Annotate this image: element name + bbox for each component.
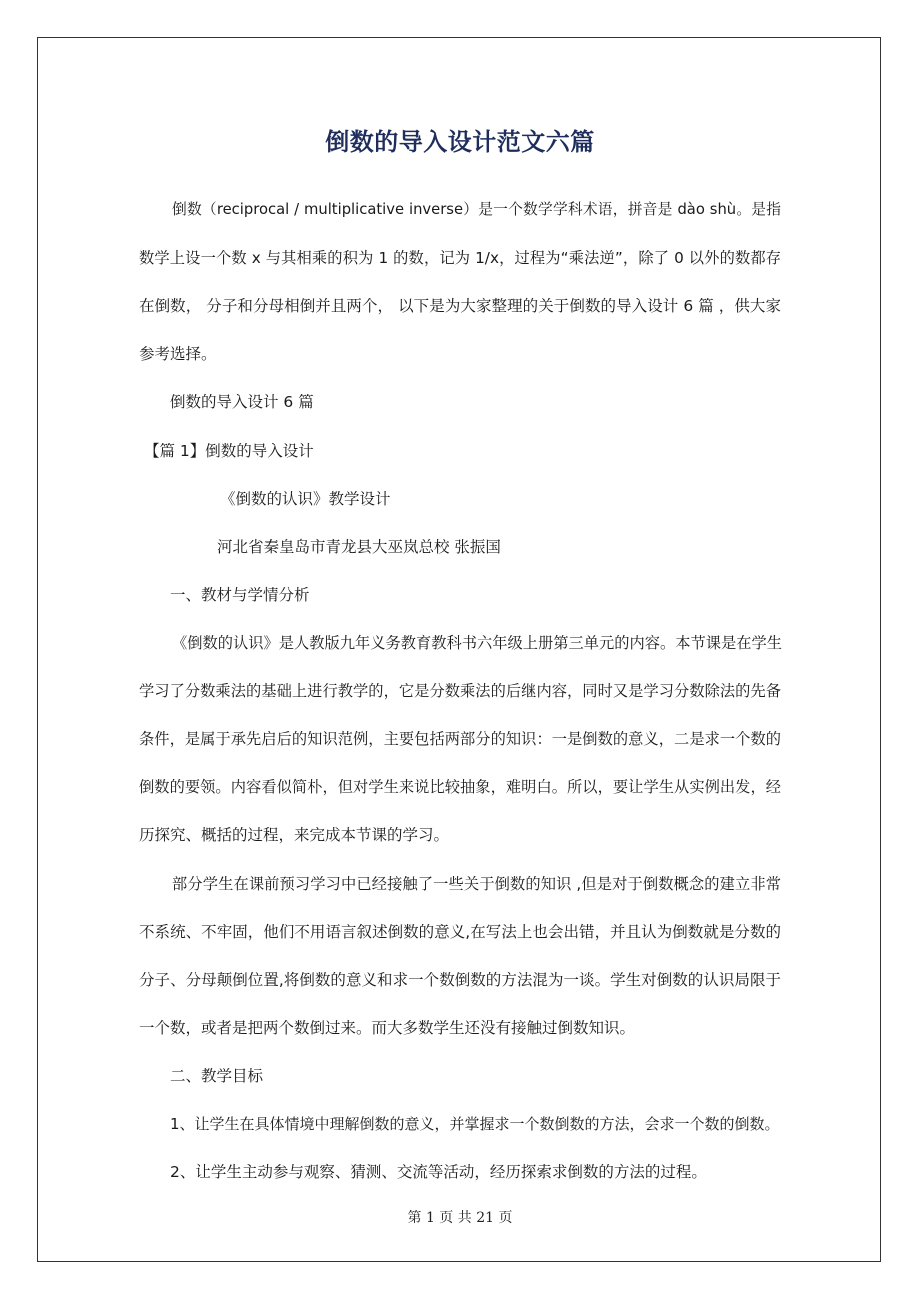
heading-goals: 二、教学目标 <box>170 1067 264 1085</box>
intro-line: 参考选择。 <box>139 345 217 363</box>
paragraph-line: 历探究、概括的过程，来完成本节课的学习。 <box>139 826 450 844</box>
paragraph-line: 《倒数的认识》是人教版九年义务教育教科书六年级上册第三单元的内容。本节课是在学生 <box>172 634 782 652</box>
paragraph-line: 不系统、不牢固，他们不用语言叙述倒数的意义,在写法上也会出错，并且认为倒数就是分数的 <box>139 923 781 941</box>
paragraph-line: 分子、分母颠倒位置,将倒数的意义和求一个数倒数的方法混为一谈。学生对倒数的认识局限于 <box>139 971 781 989</box>
intro-line: 在倒数， 分子和分母相倒并且两个， 以下是为大家整理的关于倒数的导入设计 6 篇 ，供大家 <box>139 297 781 315</box>
paragraph-line: 学习了分数乘法的基础上进行教学的，它是分数乘法的后继内容，同时又是学习分数除法的先备 <box>139 682 781 700</box>
paragraph-line: 条件，是属于承先启后的知识范例，主要包括两部分的知识：一是倒数的意义，二是求一个数的 <box>139 730 781 748</box>
section-heading: 【篇 1】倒数的导入设计 <box>144 442 314 460</box>
paragraph-line: 部分学生在课前预习学习中已经接触了一些关于倒数的知识 ,但是对于倒数概念的建立非常 <box>172 875 781 893</box>
page-footer: 第 1 页 共 21 页 <box>407 1210 513 1226</box>
goal-item: 1、让学生在具体情境中理解倒数的意义，并掌握求一个数倒数的方法，会求一个数的倒数。 <box>170 1115 780 1133</box>
author-line: 河北省秦皇岛市青龙县大巫岚总校 张振国 <box>217 538 501 556</box>
intro-line: 倒数（reciprocal / multiplicative inverse）是一个数学学科术语，拼音是 dào shù。是指 <box>172 201 781 218</box>
document-title: 倒数的导入设计范文六篇 <box>325 128 595 156</box>
heading-analysis: 一、教材与学情分析 <box>170 586 310 604</box>
lesson-title: 《倒数的认识》教学设计 <box>220 490 391 508</box>
intro-line: 数学上设一个数 x 与其相乘的积为 1 的数，记为 1/x，过程为“乘法逆”，除了 0 以外的数都存 <box>139 249 781 267</box>
paragraph-line: 一个数，或者是把两个数倒过来。而大多数学生还没有接触过倒数知识。 <box>139 1019 636 1037</box>
goal-item: 2、让学生主动参与观察、猜测、交流等活动，经历探索求倒数的方法的过程。 <box>170 1163 707 1181</box>
subtitle: 倒数的导入设计 6 篇 <box>170 393 314 411</box>
paragraph-line: 倒数的要领。内容看似简朴，但对学生来说比较抽象，难明白。所以，要让学生从实例出发，经 <box>139 778 781 796</box>
